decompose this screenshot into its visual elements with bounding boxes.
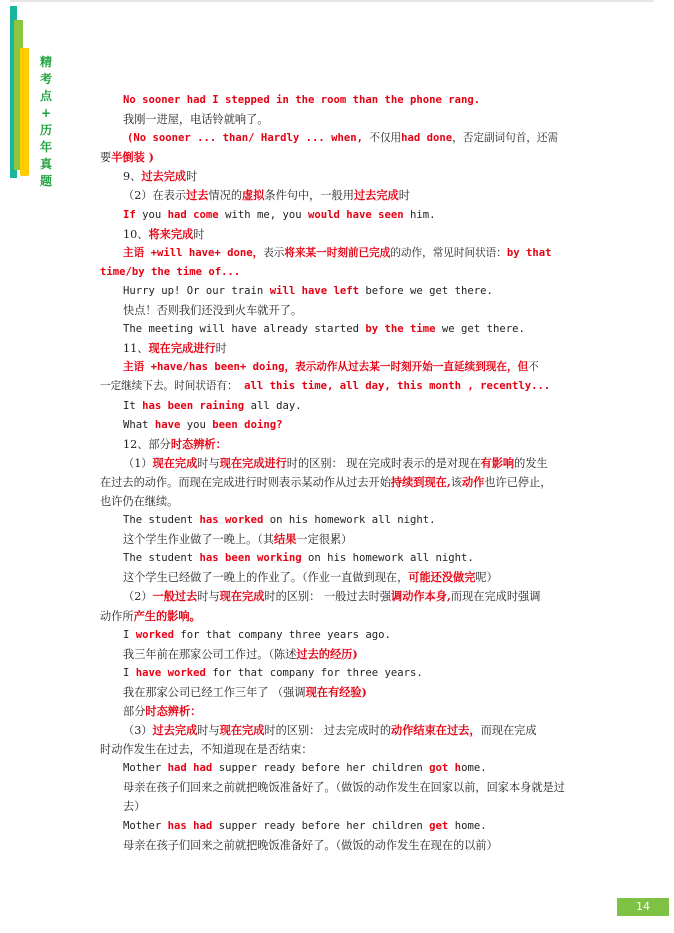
highlighted-text: 虚拟 — [242, 188, 265, 203]
text-segment: （2）在表示 — [123, 189, 187, 203]
highlighted-text: 一般过去 — [152, 589, 198, 604]
text-segment: 时 — [398, 189, 410, 203]
text-segment: （2） — [123, 590, 153, 604]
highlighted-text: 产生的影响。 — [133, 608, 201, 623]
text-segment: 时 — [193, 227, 205, 241]
text-segment: The student — [123, 552, 200, 565]
side-title — [39, 54, 53, 190]
text-segment: 这个学生已经做了一晚上的作业了。（作业一直做到现在， — [123, 571, 409, 585]
text-line — [100, 282, 574, 301]
highlighted-text: had done — [401, 132, 453, 145]
text-segment: on his homework all night. — [263, 514, 436, 527]
text-line — [100, 664, 574, 683]
text-segment: 我在那家公司已经工作三年了 （强调 — [123, 685, 306, 699]
side-title-char: 精 — [39, 55, 52, 69]
text-line — [100, 492, 574, 511]
highlighted-text: No sooner had I stepped in the room than the phone rang. — [123, 94, 481, 106]
text-segment: （3） — [123, 724, 153, 738]
text-segment: 的发生 — [514, 456, 548, 470]
highlighted-text: 过去完成 — [141, 169, 187, 184]
highlighted-text: 过去 — [186, 188, 209, 203]
text-segment: 而现在完成时强调 — [450, 590, 541, 604]
highlighted-text: 现在完成 — [219, 589, 265, 604]
highlighted-text: 主语 +have/has been+ doing，表示动作从过去某一时刻开始一直延续到现在，但 — [123, 361, 529, 374]
text-line — [100, 836, 574, 855]
text-line — [100, 530, 574, 549]
highlighted-text: has been raining — [142, 399, 245, 412]
highlighted-text: 现在完成 — [152, 455, 198, 470]
text-line — [100, 110, 574, 129]
highlighted-text: by that — [506, 246, 552, 259]
text-segment: before we get there. — [359, 284, 493, 297]
text-segment: Mother — [123, 762, 168, 775]
text-segment: 条件句中，一般用 — [264, 189, 354, 203]
highlighted-text: 现在完成 — [219, 723, 265, 738]
text-line — [100, 702, 574, 721]
side-title-char: 考 — [39, 72, 52, 86]
text-segment: 时动作发生在过去，不知道现在是否结束： — [100, 743, 313, 757]
text-segment: him. — [403, 208, 436, 221]
highlighted-text: will have left — [269, 284, 359, 297]
text-segment: 快点！否则我们还没到火车就开了。 — [123, 304, 303, 318]
text-segment: 呢） — [475, 571, 498, 585]
highlighted-text: had had — [167, 762, 213, 775]
text-line — [100, 778, 574, 816]
top-rule — [10, 0, 654, 2]
page-number: 14 — [617, 898, 669, 916]
highlighted-text: (No sooner ... than/ Hardly ... when, — [127, 132, 370, 145]
text-segment: I — [123, 628, 136, 641]
document-body — [100, 91, 574, 855]
text-segment: 时 — [186, 170, 198, 184]
text-segment: 10、 — [123, 227, 149, 241]
text-line — [100, 148, 574, 167]
text-segment: 我刚一进屋，电话铃就响了。 — [123, 113, 269, 127]
text-line — [100, 626, 574, 645]
text-segment: What — [123, 418, 155, 431]
text-segment: 也许仍在继续。 — [100, 494, 179, 508]
highlighted-text: has been working — [199, 552, 302, 565]
text-segment: 我三年前在那家公司工作过。（陈述 — [123, 647, 297, 661]
highlighted-text: get — [429, 819, 449, 832]
highlighted-text: all this time, all day, this month , recently... — [244, 380, 551, 393]
text-segment: 母亲在孩子们回来之前就把晚饭准备好了。（做饭的动作发生在现在的以前） — [123, 838, 498, 852]
highlighted-text: been doing? — [212, 418, 283, 431]
text-segment: 时与 — [197, 590, 220, 604]
side-title-char: + — [40, 106, 52, 120]
text-segment: 时的区别： 一般过去时强 — [264, 590, 392, 604]
text-line — [100, 607, 574, 626]
text-segment: 这个学生作业做了一晚上。（其 — [123, 533, 275, 547]
text-line — [100, 817, 574, 836]
text-line — [100, 225, 574, 244]
text-segment: 12、部分 — [123, 437, 171, 451]
highlighted-text: 现在完成进行 — [148, 341, 216, 356]
highlighted-text: got h — [429, 762, 462, 775]
text-segment: 表示 — [263, 246, 285, 259]
highlighted-text: 结果 — [274, 532, 297, 547]
text-line — [100, 759, 574, 778]
highlighted-text: 过去完成 — [152, 723, 198, 738]
text-line — [100, 320, 574, 339]
highlighted-text: have worked — [135, 666, 206, 679]
highlighted-text: worked — [135, 628, 175, 641]
text-segment: 也许已停止， — [484, 475, 552, 489]
highlighted-text: If — [123, 208, 136, 221]
text-segment: Mother — [123, 819, 168, 832]
highlighted-text: time/by the time of... — [100, 265, 241, 278]
text-segment: Hurry up! Or our train — [123, 284, 270, 297]
text-line — [100, 301, 574, 320]
highlighted-text: 现在完成进行 — [219, 455, 287, 470]
text-segment: you — [135, 208, 168, 221]
text-segment: 情况的 — [208, 189, 243, 203]
text-segment: 一定继续下去。时间状语有： — [100, 380, 245, 393]
text-segment: ，否定副词句首，还需 — [452, 132, 559, 145]
text-line — [100, 740, 574, 759]
text-segment: It — [123, 399, 143, 412]
text-segment: 时的区别： 过去完成时的 — [264, 724, 392, 738]
highlighted-text: 过去的经历) — [296, 646, 358, 661]
text-line — [100, 339, 574, 358]
highlighted-text: 动作 — [461, 474, 485, 489]
text-segment: with me, you — [218, 208, 308, 221]
text-line — [100, 721, 574, 740]
highlighted-text: has worked — [199, 514, 264, 527]
text-segment: 在过去的动作。而现在完成进行时则表示某动作从过去开始 — [100, 475, 391, 489]
side-title-char: 历 — [39, 123, 52, 137]
text-segment: supper ready before her children — [212, 762, 430, 775]
highlighted-text: would have seen — [307, 208, 404, 221]
text-segment: home. — [448, 819, 487, 832]
text-segment: we get there. — [435, 323, 525, 336]
highlighted-text: 过去完成 — [353, 188, 399, 203]
text-segment: 时 — [215, 342, 227, 356]
highlighted-text: have — [154, 418, 181, 431]
text-segment: 母亲在孩子们回来之前就把晚饭准备好了。（做饭的动作发生在回家以前，回家本身就是过去） — [123, 781, 565, 814]
text-segment: 部分 — [123, 705, 146, 718]
text-line — [100, 473, 574, 492]
text-line — [100, 397, 574, 416]
text-segment: 不仅用 — [369, 132, 402, 145]
text-line — [100, 683, 574, 702]
text-segment: 动作所 — [100, 609, 134, 623]
highlighted-text: 半倒装 ) — [111, 150, 154, 165]
highlighted-text: 有影响 — [480, 455, 515, 470]
text-segment: 要 — [100, 151, 112, 165]
highlighted-text: by the time — [365, 323, 436, 336]
text-segment: for that company three years ago. — [174, 628, 391, 641]
text-segment: 时与 — [197, 724, 220, 738]
text-line — [100, 587, 574, 606]
text-line — [100, 186, 574, 205]
text-segment: I — [123, 666, 136, 679]
text-segment: 时的区别： 现在完成时表示的是对现在 — [286, 456, 481, 470]
highlighted-text: 调动作本身, — [391, 589, 451, 604]
side-bar-yellow — [20, 48, 29, 176]
side-title-char: 点 — [39, 89, 52, 103]
text-line — [100, 549, 574, 568]
text-segment: （1） — [123, 456, 153, 470]
text-line — [100, 377, 574, 396]
highlighted-text: 持续到现在, — [390, 474, 451, 489]
text-line — [100, 454, 574, 473]
highlighted-text: 时态辨析： — [145, 704, 202, 718]
text-segment: The student — [123, 514, 200, 527]
highlighted-text: has had — [167, 819, 213, 832]
text-line — [100, 358, 574, 377]
text-segment: 该 — [450, 475, 462, 489]
text-segment: on his homework all night. — [301, 552, 474, 565]
text-segment: 一定很累） — [296, 533, 353, 547]
highlighted-text: 将来完成 — [148, 226, 194, 241]
text-segment: 的动作，常见时间状语： — [390, 246, 507, 259]
highlighted-text: 可能还没做完 — [408, 570, 476, 585]
side-title-char: 真 — [39, 157, 52, 171]
text-line — [100, 416, 574, 435]
text-segment: 9、 — [123, 170, 142, 184]
text-line — [100, 435, 574, 454]
highlighted-text: 动作结束在过去， — [391, 723, 481, 738]
text-segment: 不 — [528, 361, 539, 374]
text-segment: supper ready before her children — [212, 819, 430, 832]
text-line — [100, 244, 574, 263]
text-line — [100, 206, 574, 225]
text-segment: all day. — [244, 399, 302, 412]
text-line — [100, 129, 574, 148]
text-segment: 时与 — [197, 456, 220, 470]
highlighted-text: 主语 +will have+ done， — [123, 246, 264, 259]
text-line — [100, 645, 574, 664]
text-segment: ome. — [461, 762, 487, 775]
side-title-char: 题 — [39, 174, 52, 188]
highlighted-text: 现在有经验) — [305, 684, 367, 699]
text-line — [100, 568, 574, 587]
highlighted-text: 将来某一时刻前已完成 — [284, 246, 391, 259]
text-segment: 而现在完成 — [480, 724, 537, 738]
highlighted-text: had come — [167, 208, 219, 221]
text-segment: you — [180, 418, 213, 431]
text-segment: for that company for three years. — [205, 666, 423, 679]
text-line — [100, 263, 574, 282]
highlighted-text: 时态辨析： — [170, 436, 227, 451]
text-segment: 11、 — [123, 342, 149, 356]
text-segment: The meeting will have already started — [123, 323, 366, 336]
text-line — [100, 167, 574, 186]
text-line — [100, 511, 574, 530]
text-line — [100, 91, 574, 110]
side-title-char: 年 — [39, 140, 52, 154]
